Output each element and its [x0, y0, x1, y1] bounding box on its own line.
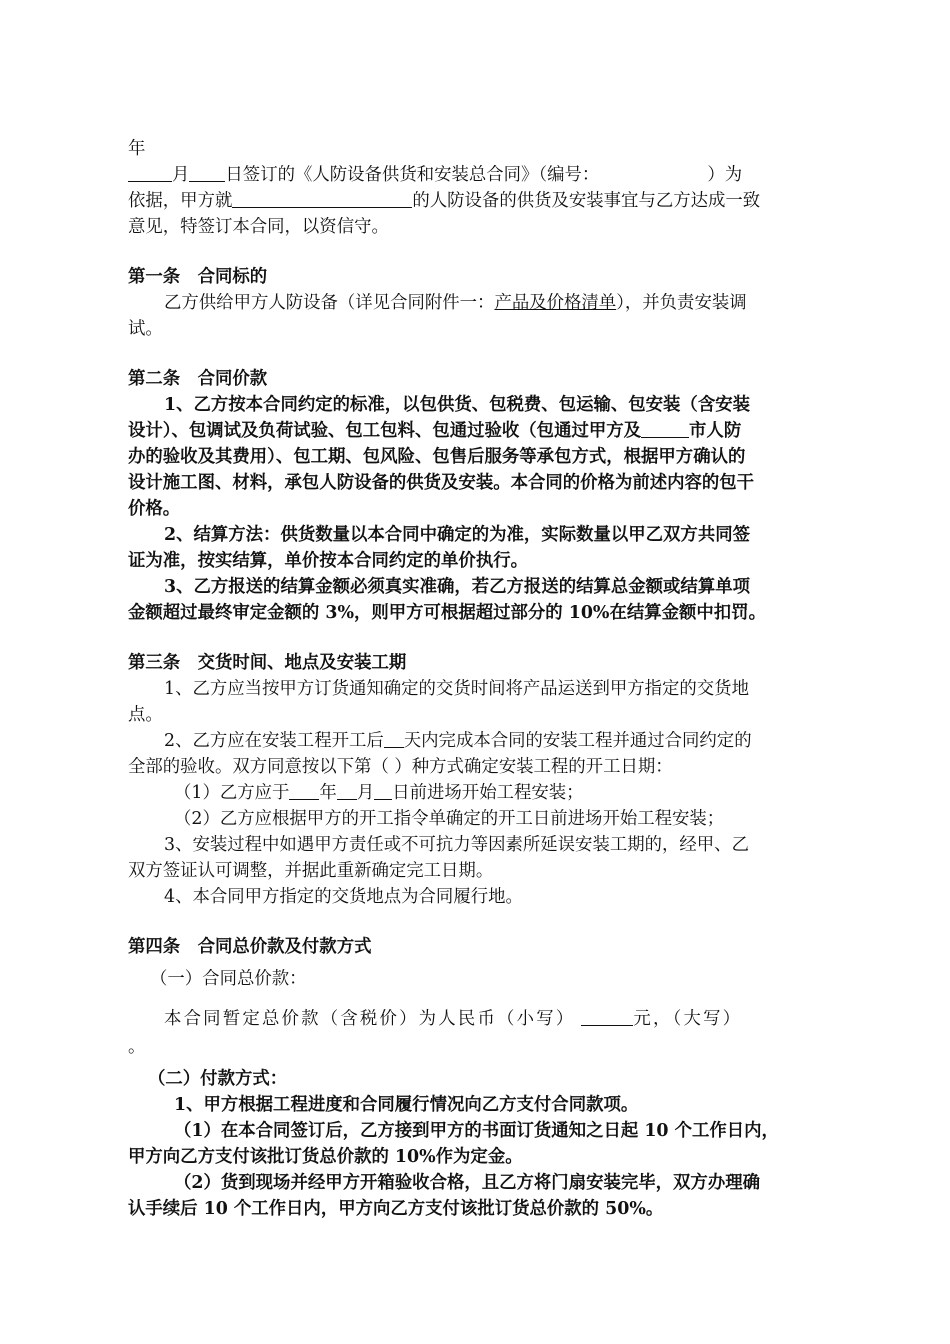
text-line: 2、结算方法：供货数量以本合同中确定的为准，实际数量以甲乙双方共同签: [164, 525, 750, 545]
blank-field: [189, 163, 225, 182]
text-line: （1）在本合同签订后，乙方接到甲方的书面订货通知之日起 10 个工作日内，: [174, 1121, 779, 1141]
section-heading: 第四条 合同总价款及付款方式: [128, 937, 372, 957]
text-line: （2）乙方应根据甲方的开工指令单确定的开工日前进场开始工程安装；: [174, 809, 725, 829]
text-line: 设计）、包调试及负荷试验、包工包料、包通过验收（包通过甲方及 市人防: [128, 421, 742, 441]
blank-field: [232, 189, 412, 208]
text-line: 试。: [128, 319, 163, 339]
text-line: 双方签证认可调整，并据此重新确定完工日期。: [128, 861, 494, 881]
text-line: （二）付款方式：: [148, 1069, 288, 1089]
text-line: 年: [128, 139, 146, 159]
section-heading: 第二条 合同价款: [128, 369, 268, 389]
blank-field: [384, 729, 404, 748]
text-line: 意见，特签订本合同，以资信守。: [128, 217, 389, 237]
text-line: 价格。: [128, 499, 181, 519]
blank-field: [374, 781, 392, 800]
text-line: 1、乙方按本合同约定的标准，以包供货、包税费、包运输、包安装（含安装: [164, 395, 750, 415]
text-line: 1、甲方根据工程进度和合同履行情况向乙方支付合同款项。: [174, 1095, 639, 1115]
text-line: 金额超过最终审定金额的 3%，则甲方可根据超过部分的 10%在结算金额中扣罚。: [128, 603, 766, 623]
blank-field: [128, 163, 172, 182]
blank-field: [641, 419, 689, 438]
text-line: 1、乙方应当按甲方订货通知确定的交货时间将产品运送到甲方指定的交货地: [164, 679, 749, 699]
blank-field: [581, 1007, 633, 1026]
text-line: 全部的验收。双方同意按以下第（ ）种方式确定安装工程的开工日期：: [128, 757, 673, 777]
blank-field: [289, 781, 319, 800]
blank-field: [337, 781, 357, 800]
text-line: 证为准，按实结算，单价按本合同约定的单价执行。: [128, 551, 528, 571]
text-line: 3、乙方报送的结算金额必须真实准确，若乙方报送的结算总金额或结算单项: [164, 577, 750, 597]
text-line: 乙方供给甲方人防设备（详见合同附件一：产品及价格清单），并负责安装调: [164, 293, 747, 313]
text-line: （2）货到现场并经甲方开箱验收合格，且乙方将门扇安装完毕，双方办理确: [174, 1173, 760, 1193]
text-line: 4、本合同甲方指定的交货地点为合同履行地。: [164, 887, 523, 907]
text-line: 依据，甲方就 的人防设备的供货及安装事宜与乙方达成一致: [128, 191, 761, 211]
attachment-link: 产品及价格清单: [494, 293, 617, 313]
text-line: 。: [128, 1037, 146, 1057]
section-heading: 第一条 合同标的: [128, 267, 268, 287]
text-line: 月 日签订的《人防设备供货和安装总合同》（编号： ）为: [128, 162, 742, 188]
text-line: 甲方向乙方支付该批订货总价款的 10%作为定金。: [128, 1147, 523, 1167]
text-line: 办的验收及其费用）、包工期、包风险、包售后服务等承包方式，根据甲方确认的: [128, 447, 746, 467]
section-heading: 第三条 交货时间、地点及安装工期: [128, 653, 407, 673]
text-line: 2、乙方应在安装工程开工后 天内完成本合同的安装工程并通过合同约定的: [164, 731, 752, 751]
text-line: （一）合同总价款：: [150, 969, 307, 989]
text-line: 点。: [128, 705, 163, 725]
text-line: 本合同暂定总价款（含税价）为人民币（小写） 元，（大写）: [164, 1009, 743, 1029]
text-line: 设计施工图、材料，承包人防设备的供货及安装。本合同的价格为前述内容的包干: [128, 473, 755, 493]
text-line: 认手续后 10 个工作日内，甲方向乙方支付该批订货总价款的 50%。: [128, 1199, 664, 1219]
text-line: 3、安装过程中如遇甲方责任或不可抗力等因素所延误安装工期的，经甲、乙: [164, 835, 749, 855]
text-line: （1）乙方应于 年 月 日前进场开始工程安装；: [174, 783, 584, 803]
